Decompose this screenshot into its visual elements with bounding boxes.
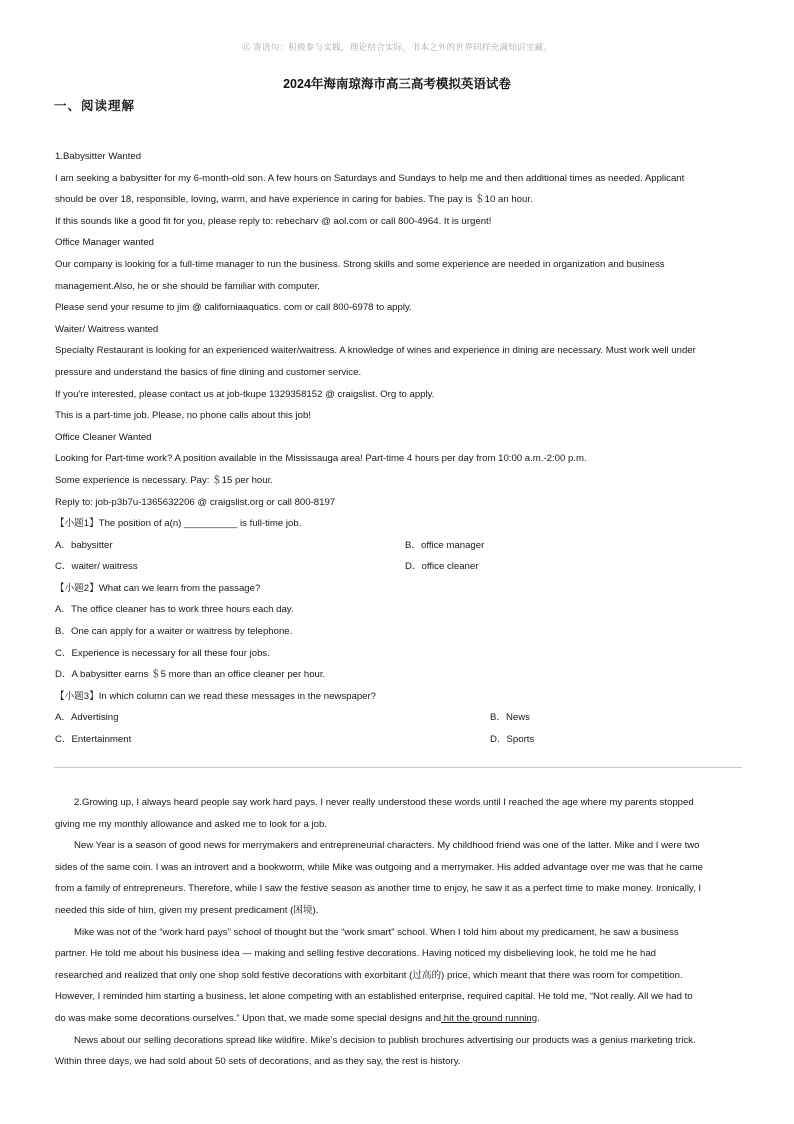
passage-2 (55, 792, 745, 1073)
q1-option-b: B．office manager (405, 539, 485, 551)
passage-line: Office Manager wanted (55, 237, 155, 249)
passage-line: Waiter/ Waitress wanted (55, 323, 159, 335)
passage-line: researched and realized that only one shop sold festive decorations with exorbitant (过高的) price, which meant that there was room for competition. (55, 969, 683, 981)
q1-option-a: A．babysitter (55, 539, 113, 551)
passage-line: New Year is a season of good news for merrymakers and entrepreneurial characters. My childhood friend was one of the latter. Mike and I were two (74, 840, 700, 852)
passage-line: should be over 18, responsible, loving, warm, and have experience in caring for babies. The pay is ＄10 an hour. (55, 194, 533, 206)
passage-line: Our company is looking for a full-time manager to run the business. Strong skills and some experience are needed in organization and business (55, 258, 665, 270)
passage-text: . (537, 1012, 540, 1024)
passage-line: pressure and understand the basics of fine dining and customer service. (55, 366, 362, 378)
section-heading: 一、阅读理解 (54, 99, 136, 113)
q1-option-d: D．office cleaner (405, 561, 479, 573)
passage-line: Mike was not of the “work hard pays” school of thought but the “work smart” school. When I told him about my predicament, he saw a business (74, 926, 679, 938)
passage-line: Specialty Restaurant is looking for an experienced waiter/waitress. A knowledge of wines and experience in dining are necessary. Must work well under (55, 345, 696, 357)
seal-icon: ㊣ (241, 43, 252, 53)
passage-line: from a family of entrepreneurs. Therefore, while I saw the festive season as another time to enjoy, he saw it as a perfect time to make money. Ironically, I (55, 883, 702, 895)
q2-option-d: D．A babysitter earns ＄5 more than an office cleaner per hour. (55, 669, 326, 681)
question-3-stem: 【小题3】In which column can we read these messages in the newspaper? (55, 690, 377, 702)
header-note-text: 寄语句：积极参与实践，理论结合实际，书本之外的世界同样充满知识宝藏。 (253, 43, 553, 53)
q2-option-b: B．One can apply for a waiter or waitress by telephone. (55, 626, 293, 638)
underlined-phrase: hit the ground running (441, 1012, 538, 1024)
passage-line: Office Cleaner Wanted (55, 431, 152, 443)
question-3-options-row-1 (55, 707, 745, 729)
passage-line: Please send your resume to jim @ californiaaquatics. com or call 800-6978 to apply. (55, 302, 412, 314)
question-3-options-row-2 (55, 729, 745, 751)
passage-line: If this sounds like a good fit for you, please reply to: rebecharv @ aol.com or call 800-4964. It is urgent! (55, 215, 492, 227)
passage-line: 1.Babysitter Wanted (55, 151, 142, 162)
passage-line (55, 1008, 745, 1030)
passage-line: needed this side of him, given my present predicament (困境). (55, 904, 319, 916)
page-title: 2024年海南琼海市高三高考模拟英语试卷 (283, 77, 511, 91)
passage-line: giving me my monthly allowance and asked me to look for a job. (55, 818, 327, 830)
passage-line: management.Also, he or she should be familiar with computer. (55, 280, 321, 292)
passage-line: Looking for Part-time work? A position available in the Mississauga area! Part-time 4 hours per day from 10:00 a.m.-2:00 p.m. (55, 453, 587, 465)
passage-line: Within three days, we had sold about 50 sets of decorations, and as they say, the rest is history. (55, 1056, 461, 1068)
passage-line: If you're interested, please contact us at job-tkupe 1329358152 @ craigslist. Org to apply. (55, 388, 435, 400)
passage-line: sides of the same coin. I was an introvert and a bookworm, while Mike was outgoing and a merrymaker. His added advantage over me was that he came (55, 861, 703, 873)
q2-option-a: A．The office cleaner has to work three hours each day. (55, 604, 294, 616)
passage-text: do was make some decorations ourselves.” Upon that, we made some special designs and (55, 1012, 442, 1024)
question-1-options-row-1 (55, 535, 745, 557)
passage-line: This is a part-time job. Please, no phone calls about this job! (55, 410, 311, 422)
q3-option-b: B．News (490, 712, 530, 724)
passage-line: partner. He told me about his business idea — making and selling festive decorations. Having noticed my disbelieving look, he told me he had (55, 948, 657, 960)
header-note (0, 40, 794, 53)
q3-option-d: D．Sports (490, 734, 535, 746)
passage-line: News about our selling decorations spread like wildfire. Mike’s decision to publish brochures advertising our products was a genius marketing trick. (74, 1034, 696, 1046)
question-1-stem: 【小题1】The position of a(n) __________ is full-time job. (55, 518, 302, 530)
q1-option-c: C．waiter/ waitress (55, 561, 138, 573)
section-divider (54, 767, 742, 768)
question-2-stem: 【小题2】What can we learn from the passage? (55, 582, 261, 594)
passage-line: 2.Growing up, I always heard people say work hard pays. I never really understood these words until I reached the age where my parents stopped (74, 797, 694, 808)
question-1-options-row-2 (55, 556, 745, 578)
passage-line: Some experience is necessary. Pay: ＄15 per hour. (55, 474, 273, 486)
passage-line: However, I reminded him starting a business, let alone competing with an established enterprise, required capital. He told me, “Not really. All we had to (55, 991, 693, 1003)
passage-1 (55, 146, 745, 751)
q3-option-c: C．Entertainment (55, 734, 132, 746)
q2-option-c: C．Experience is necessary for all these four jobs. (55, 647, 270, 659)
q3-option-a: A．Advertising (55, 712, 119, 724)
passage-line: I am seeking a babysitter for my 6-month-old son. A few hours on Saturdays and Sundays to help me and then additional times as needed. Applicant (55, 172, 685, 184)
passage-line: Reply to: job-p3b7u-1365632206 @ craigslist.org or call 800-8197 (55, 496, 336, 508)
